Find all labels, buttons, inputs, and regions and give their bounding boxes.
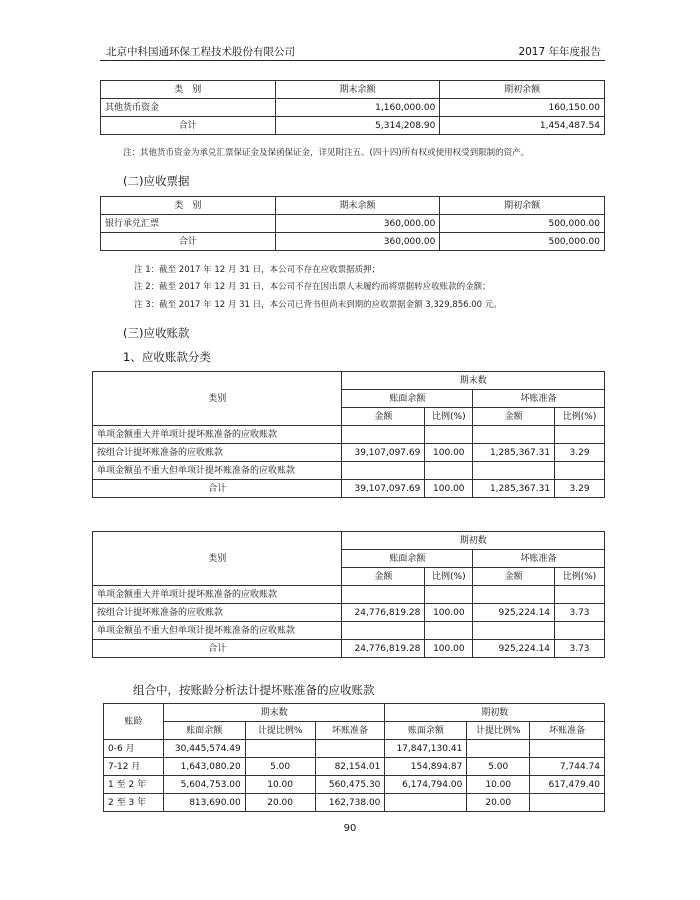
table-row — [93, 586, 605, 604]
table-cell: 按组合计提坏账准备的应收账款 — [93, 604, 342, 622]
header-cell: 期末余额 — [275, 197, 440, 215]
table-cell — [315, 740, 385, 758]
table-cell: 24,776,819.28 — [342, 640, 425, 658]
table-cell: 2 至 3 年 — [104, 794, 164, 812]
table-cell: 360,000.00 — [275, 215, 440, 233]
bad-debt-header: 坏账准备 — [473, 550, 605, 568]
table-cell: 100.00 — [425, 480, 473, 498]
table-cell — [342, 426, 425, 444]
table-cell: 30,445,574.49 — [163, 740, 245, 758]
table-cell: 银行承兑汇票 — [101, 215, 276, 233]
category-header: 类别 — [93, 532, 342, 586]
table-cell: 560,475.30 — [315, 776, 385, 794]
cash-note: 注：其他货币资金为承兑汇票保证金及保函保证金，详见附注五、(四十四)所有权或使用权受到限制的资产。 — [123, 148, 530, 158]
table-row — [104, 794, 605, 812]
table-cell — [342, 462, 425, 480]
table-row — [93, 444, 605, 462]
amount-header: 金额 — [342, 568, 425, 586]
table-cell — [530, 794, 605, 812]
table-cell: 按组合计提坏账准备的应收账款 — [93, 444, 342, 462]
table-row — [93, 604, 605, 622]
ratio-header: 比例(%) — [425, 408, 473, 426]
table-cell — [425, 462, 473, 480]
table-cell: 0-6 月 — [104, 740, 164, 758]
table-cell: 10.00 — [467, 776, 530, 794]
table-cell — [473, 462, 555, 480]
table-cell: 154,894.87 — [385, 758, 467, 776]
period-header: 期末数 — [342, 372, 605, 390]
table-row — [104, 776, 605, 794]
cash-table — [100, 80, 605, 135]
bad-debt-header: 坏账准备 — [473, 390, 605, 408]
table-cell: 100.00 — [425, 604, 473, 622]
table-cell: 6,174,794.00 — [385, 776, 467, 794]
amount-header: 金额 — [342, 408, 425, 426]
table-cell — [473, 622, 555, 640]
note-line: 注 3：截至 2017 年 12 月 31 日，本公司已背书但尚未到期的应收票据金额 3,329,856.00 元。 — [134, 300, 502, 310]
table-cell: 单项金额重大并单项计提坏账准备的应收账款 — [93, 426, 342, 444]
table-cell: 17,847,130.41 — [385, 740, 467, 758]
table-cell: 5.00 — [245, 758, 315, 776]
header-cell: 类 别 — [101, 197, 276, 215]
amount-header: 金额 — [473, 568, 555, 586]
table-cell — [473, 586, 555, 604]
bad-debt-header: 坏账准备 — [315, 722, 385, 740]
section-title: 组合中，按账龄分析法计提坏账准备的应收账款 — [133, 683, 375, 697]
table-cell — [425, 586, 473, 604]
table-cell — [425, 622, 473, 640]
header-cell: 期初余额 — [440, 81, 605, 99]
table-cell — [555, 426, 605, 444]
table-cell: 1,643,080.20 — [163, 758, 245, 776]
table-row — [101, 117, 605, 135]
table-cell: 5,314,208.90 — [275, 117, 440, 135]
table-cell — [555, 586, 605, 604]
table-header-row — [101, 81, 605, 99]
table-cell — [245, 740, 315, 758]
table-row — [93, 480, 605, 498]
table-cell: 925,224.14 — [473, 640, 555, 658]
table-cell: 39,107,097.69 — [342, 480, 425, 498]
table-cell: 100.00 — [425, 640, 473, 658]
table-row — [93, 640, 605, 658]
table-cell: 其他货币资金 — [101, 99, 276, 117]
section-title: (三)应收账款 — [123, 326, 190, 340]
ratio-header: 比例(%) — [425, 568, 473, 586]
table-cell: 1 至 2 年 — [104, 776, 164, 794]
table-header-row — [101, 197, 605, 215]
table-cell: 360,000.00 — [275, 233, 440, 251]
table-cell: 7-12 月 — [104, 758, 164, 776]
table-row — [104, 758, 605, 776]
table-cell — [473, 426, 555, 444]
table-cell: 单项金额虽不重大但单项计提坏账准备的应收账款 — [93, 622, 342, 640]
table-cell: 20.00 — [245, 794, 315, 812]
table-row — [93, 426, 605, 444]
table-cell: 合计 — [101, 117, 276, 135]
table-cell: 合计 — [101, 233, 276, 251]
table-cell — [530, 740, 605, 758]
table-cell: 3.29 — [555, 480, 605, 498]
period-header: 期初数 — [342, 532, 605, 550]
aging-header: 账龄 — [104, 704, 164, 740]
table-cell — [555, 622, 605, 640]
table-cell: 3.73 — [555, 640, 605, 658]
table-row — [101, 233, 605, 251]
header-cell: 期末余额 — [275, 81, 440, 99]
table-cell: 合计 — [93, 640, 342, 658]
table-cell — [467, 740, 530, 758]
period-header: 期末数 — [163, 704, 385, 722]
period-header: 期初数 — [385, 704, 605, 722]
rate-header: 计提比例% — [467, 722, 530, 740]
table-cell: 24,776,819.28 — [342, 604, 425, 622]
table-cell — [555, 462, 605, 480]
report-title: 2017 年年度报告 — [518, 46, 601, 58]
header-cell: 类 别 — [101, 81, 276, 99]
page-header — [100, 42, 605, 61]
table-row — [101, 99, 605, 117]
table-cell: 5.00 — [467, 758, 530, 776]
table-cell: 5,604,753.00 — [163, 776, 245, 794]
note-line: 注 2：截至 2017 年 12 月 31 日，本公司不存在因出票人未履约而将票据转应收账款的金额； — [134, 282, 491, 292]
table-cell: 1,285,367.31 — [473, 480, 555, 498]
table-cell: 617,479.40 — [530, 776, 605, 794]
table-cell: 39,107,097.69 — [342, 444, 425, 462]
table-cell: 7,744.74 — [530, 758, 605, 776]
subsection-title: 1、应收账款分类 — [123, 350, 211, 364]
table-cell: 单项金额重大并单项计提坏账准备的应收账款 — [93, 586, 342, 604]
note-line: 注 1：截至 2017 年 12 月 31 日，本公司不存在应收票据质押； — [134, 265, 381, 275]
ratio-header: 比例(%) — [555, 568, 605, 586]
table-row — [93, 622, 605, 640]
table-cell: 813,690.00 — [163, 794, 245, 812]
table-cell — [342, 586, 425, 604]
table-cell: 单项金额虽不重大但单项计提坏账准备的应收账款 — [93, 462, 342, 480]
table-cell: 162,738.00 — [315, 794, 385, 812]
table-cell: 925,224.14 — [473, 604, 555, 622]
aging-table — [103, 703, 605, 812]
book-balance-header: 账面余额 — [385, 722, 467, 740]
table-cell: 合计 — [93, 480, 342, 498]
company-name: 北京中科国通环保工程技术股份有限公司 — [106, 46, 295, 58]
table-row — [93, 462, 605, 480]
amount-header: 金额 — [473, 408, 555, 426]
section-title: (二)应收票据 — [123, 174, 190, 188]
book-balance-header: 账面余额 — [163, 722, 245, 740]
book-balance-header: 账面余额 — [342, 390, 473, 408]
table-cell: 1,160,000.00 — [275, 99, 440, 117]
table-cell — [342, 622, 425, 640]
table-cell: 20.00 — [467, 794, 530, 812]
table-row — [104, 740, 605, 758]
table-cell: 10.00 — [245, 776, 315, 794]
book-balance-header: 账面余额 — [342, 550, 473, 568]
rate-header: 计提比例% — [245, 722, 315, 740]
ar-begin-table — [92, 531, 605, 658]
page-number: 90 — [343, 823, 357, 834]
table-cell: 500,000.00 — [440, 215, 605, 233]
category-header: 类别 — [93, 372, 342, 426]
header-cell: 期初余额 — [440, 197, 605, 215]
table-cell: 3.73 — [555, 604, 605, 622]
notes-receivable-table — [100, 196, 605, 251]
table-cell: 1,454,487.54 — [440, 117, 605, 135]
table-cell: 82,154.01 — [315, 758, 385, 776]
table-row — [101, 215, 605, 233]
table-cell: 160,150.00 — [440, 99, 605, 117]
table-cell — [385, 794, 467, 812]
ratio-header: 比例(%) — [555, 408, 605, 426]
ar-end-table — [92, 371, 605, 498]
table-cell: 100.00 — [425, 444, 473, 462]
table-cell — [425, 426, 473, 444]
bad-debt-header: 坏账准备 — [530, 722, 605, 740]
table-cell: 3.29 — [555, 444, 605, 462]
table-cell: 500,000.00 — [440, 233, 605, 251]
table-cell: 1,285,367.31 — [473, 444, 555, 462]
